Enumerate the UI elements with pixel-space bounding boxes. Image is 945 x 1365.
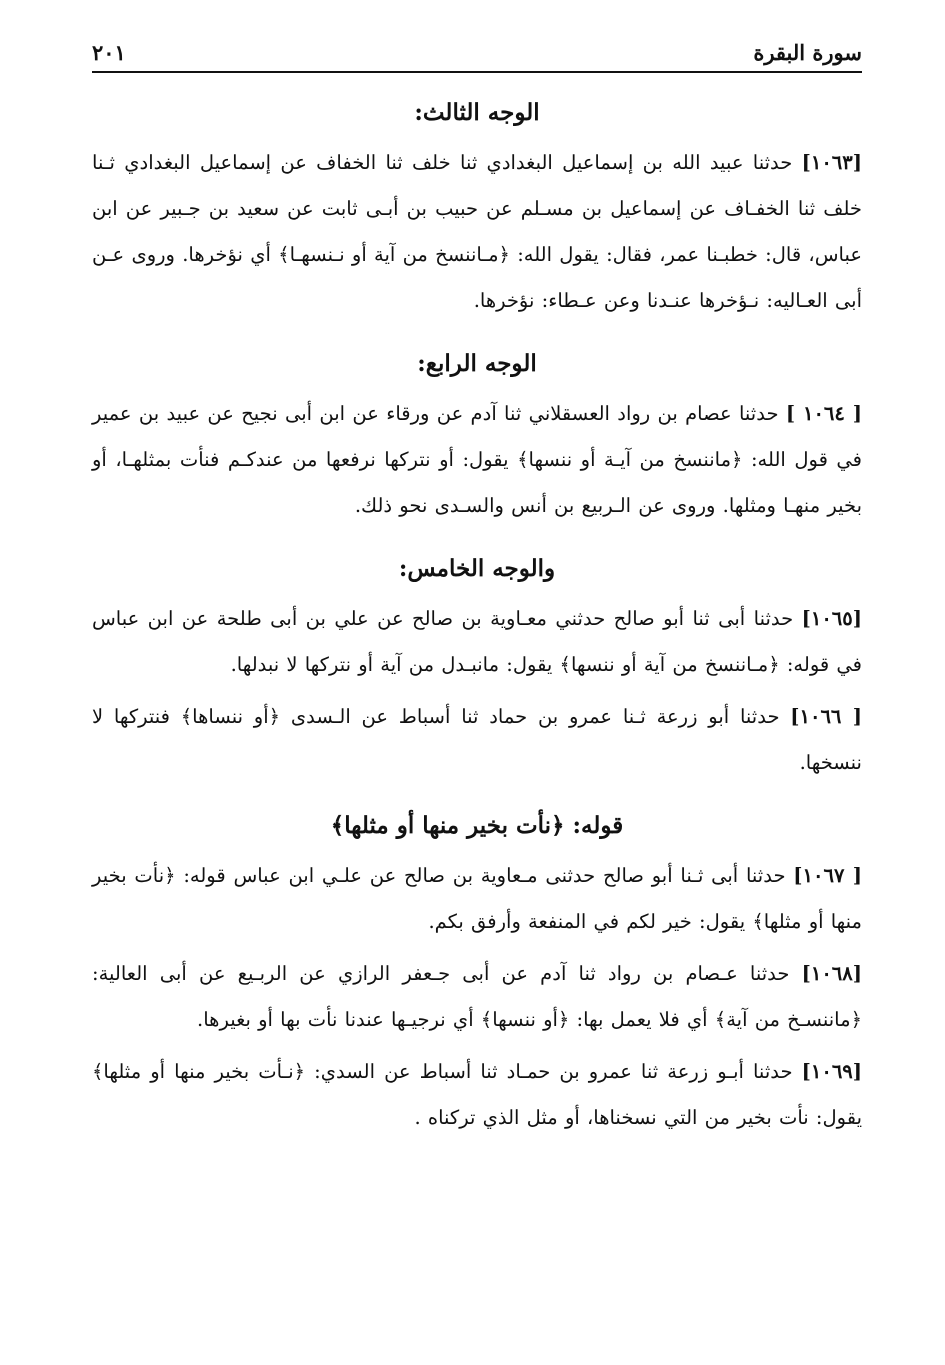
page-number: ٢٠١ bbox=[92, 40, 126, 65]
section-heading: قوله: ﴿نأت بخير منها أو مثلها﴾ bbox=[330, 812, 624, 839]
hadith-text: حدثنا أبـو زرعة ثنا عمرو بن حمـاد ثنا أسباط عن السدي: ﴿نـأت بخير منها أو مثلها﴾ يقول: نأت بخير من التي نسخناها، أو مثل الذي تركناه . bbox=[92, 1060, 862, 1129]
hadith-number: [١٠٦٩] bbox=[801, 1060, 863, 1083]
hadith-paragraph bbox=[92, 596, 862, 688]
section-heading: الوجه الثالث: bbox=[414, 99, 540, 126]
hadith-number: [ ١٠٦٤ ] bbox=[785, 402, 863, 425]
hadith-number: [ ١٠٦٧] bbox=[793, 864, 863, 887]
section-heading: والوجه الخامس: bbox=[398, 555, 556, 582]
hadith-paragraph bbox=[92, 1049, 862, 1141]
hadith-number: [ ١٠٦٦] bbox=[790, 705, 863, 728]
hadith-paragraph bbox=[92, 951, 862, 1043]
hadith-number: [١٠٦٥] bbox=[801, 607, 862, 630]
book-page bbox=[92, 40, 862, 1143]
hadith-paragraph bbox=[92, 391, 862, 529]
hadith-paragraph bbox=[92, 694, 862, 786]
hadith-text: حدثنا أبو زرعة ثـنا عمرو بن حماد ثنا أسباط عن الـسدى ﴿أو ننساها﴾ فنتركها لا ننسخها. bbox=[92, 705, 862, 774]
hadith-paragraph bbox=[92, 140, 862, 324]
hadith-text: حدثنا عبيد الله بن إسماعيل البغدادي ثنا خلف ثنا الخفاف عن إسماعيل البغدادي ثـنا خلف ثنا الخفـاف عن إسماعيل بن مسـلم عن حبيب بن أبـى ثابت عن سعيد بن جـبير عن ابن عباس، قال: خطبـنا عمر، فقال: يقول الله: ﴿مـاننسخ من آية أو نـنسهـا﴾ أي نؤخرها. وروى عـن أبى العـاليه: نـؤخرها عنـدنا وعن عـطاء: نؤخرها. bbox=[92, 151, 862, 312]
surah-title: سورة البقرة bbox=[753, 40, 862, 65]
hadith-text: حدثنا أبى ثـنا أبو صالح حدثنى مـعاوية بن صالح عن علـي ابن عباس قوله: ﴿نأت بخير منها أو مثلها﴾ يقول: خير لكم في المنفعة وأرفق بكم. bbox=[92, 864, 862, 933]
hadith-number: [١٠٦٣] bbox=[801, 151, 862, 174]
section-heading: الوجه الرابع: bbox=[417, 350, 537, 377]
hadith-paragraph bbox=[92, 853, 862, 945]
hadith-text: حدثنا عـصام بن رواد ثنا آدم عن أبى جـعفر الرازي عن الربـيع عن أبى العالية: ﴿ماننسـخ من آية﴾ أي فلا يعمل بها: ﴿أو ننسها﴾ أي نرجيـها عندنا نأت بها أو بغيرها. bbox=[92, 962, 862, 1031]
hadith-text: حدثنا عصام بن رواد العسقلاني ثنا آدم عن ورقاء عن ابن أبى نجيح عن عبيد بن عمير في قول الله: ﴿ماننسخ من آيـة أو ننسها﴾ يقول: أو نتركها نرفعها من عندكـم فنأت بمثلهـا، أو بخير منهـا ومثلها. وروى عن الـربيع بن أنس والسـدى نحو ذلك. bbox=[92, 402, 862, 517]
hadith-text: حدثنا أبى ثنا أبو صالح حدثني معـاوية بن صالح عن علي بن أبى طلحة عن ابن عباس في قوله: ﴿مـاننسخ من آية أو ننسها﴾ يقول: مانبـدل من آية أو نتركها لا نبدلها. bbox=[92, 607, 862, 676]
hadith-number: [١٠٦٨] bbox=[801, 962, 862, 985]
running-header bbox=[92, 40, 862, 73]
